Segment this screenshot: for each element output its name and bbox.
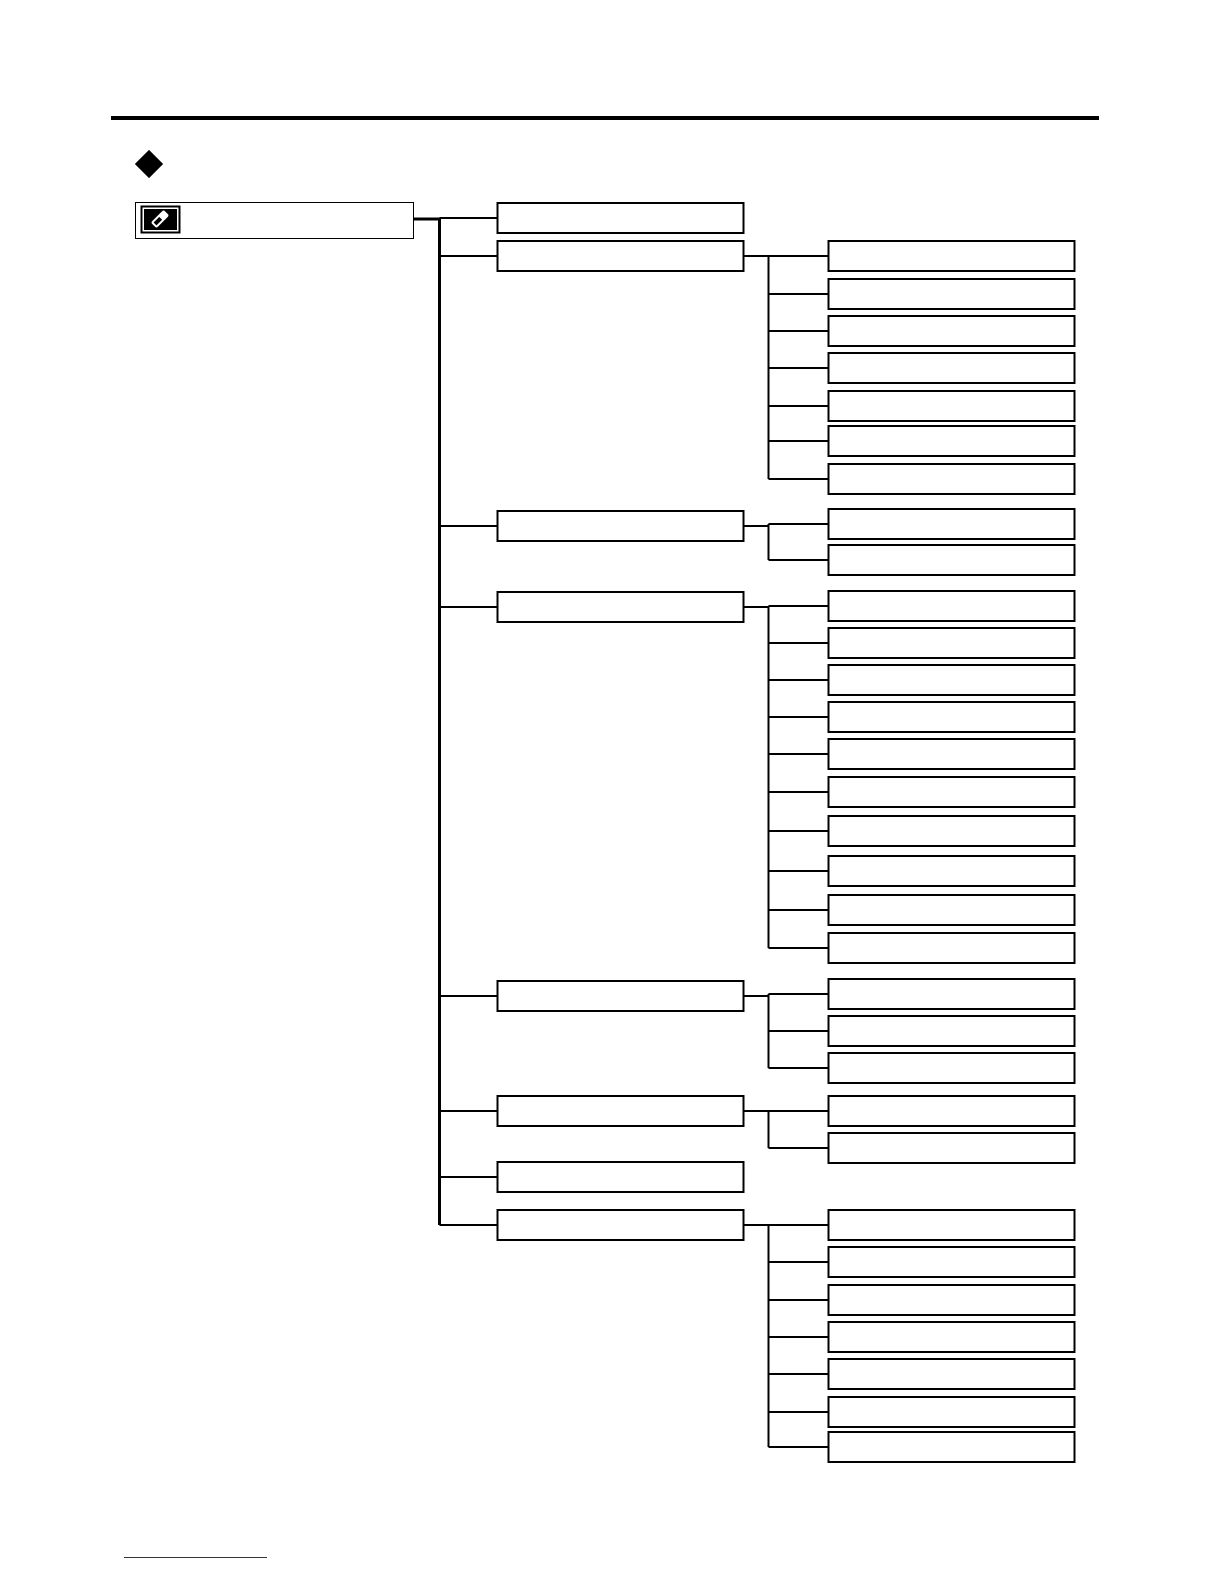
footer-link-underline[interactable]	[124, 1557, 267, 1558]
submenu-item-8-6[interactable]	[829, 1397, 1075, 1427]
menu-branch-3	[440, 509, 1075, 575]
phone-pencil-icon	[142, 207, 180, 233]
submenu-item-8-1[interactable]	[829, 1210, 1075, 1240]
submenu-item-5-2[interactable]	[829, 1016, 1075, 1046]
menu-item-4[interactable]	[498, 592, 744, 622]
menu-item-8[interactable]	[498, 1210, 744, 1240]
submenu-item-4-6[interactable]	[829, 777, 1075, 807]
menu-branch-5	[440, 979, 1075, 1083]
menu-item-7[interactable]	[498, 1162, 744, 1192]
submenu-item-4-2[interactable]	[829, 628, 1075, 658]
submenu-item-4-10[interactable]	[829, 933, 1075, 963]
submenu-item-6-2[interactable]	[829, 1133, 1075, 1163]
menu-branch-1	[440, 203, 744, 233]
submenu-item-2-7[interactable]	[829, 464, 1075, 494]
submenu-item-5-1[interactable]	[829, 979, 1075, 1009]
submenu-item-4-1[interactable]	[829, 591, 1075, 621]
menu-branch-4	[440, 591, 1075, 963]
submenu-item-8-7[interactable]	[829, 1432, 1075, 1462]
submenu-item-2-5[interactable]	[829, 391, 1075, 421]
submenu-item-2-3[interactable]	[829, 316, 1075, 346]
submenu-item-4-5[interactable]	[829, 739, 1075, 769]
root-node[interactable]	[136, 203, 414, 239]
menu-item-6[interactable]	[498, 1096, 744, 1126]
menu-branch-2	[440, 241, 1075, 494]
submenu-item-2-2[interactable]	[829, 279, 1075, 309]
menu-branch-8	[440, 1210, 1075, 1462]
submenu-item-6-1[interactable]	[829, 1096, 1075, 1126]
menu-branch-6	[440, 1096, 1075, 1163]
submenu-item-4-3[interactable]	[829, 665, 1075, 695]
submenu-item-2-4[interactable]	[829, 353, 1075, 383]
submenu-item-3-2[interactable]	[829, 545, 1075, 575]
submenu-item-2-1[interactable]	[829, 241, 1075, 271]
menu-item-1[interactable]	[498, 203, 744, 233]
menu-item-3[interactable]	[498, 511, 744, 541]
submenu-item-3-1[interactable]	[829, 509, 1075, 539]
submenu-item-8-4[interactable]	[829, 1322, 1075, 1352]
submenu-item-4-8[interactable]	[829, 856, 1075, 886]
submenu-item-2-6[interactable]	[829, 426, 1075, 456]
submenu-item-4-7[interactable]	[829, 816, 1075, 846]
submenu-item-8-5[interactable]	[829, 1359, 1075, 1389]
submenu-item-4-4[interactable]	[829, 702, 1075, 732]
submenu-item-8-2[interactable]	[829, 1247, 1075, 1277]
menu-branch-7	[440, 1162, 744, 1192]
menu-item-2[interactable]	[498, 241, 744, 271]
submenu-item-8-3[interactable]	[829, 1285, 1075, 1315]
menu-item-5[interactable]	[498, 981, 744, 1011]
submenu-item-5-3[interactable]	[829, 1053, 1075, 1083]
submenu-item-4-9[interactable]	[829, 895, 1075, 925]
